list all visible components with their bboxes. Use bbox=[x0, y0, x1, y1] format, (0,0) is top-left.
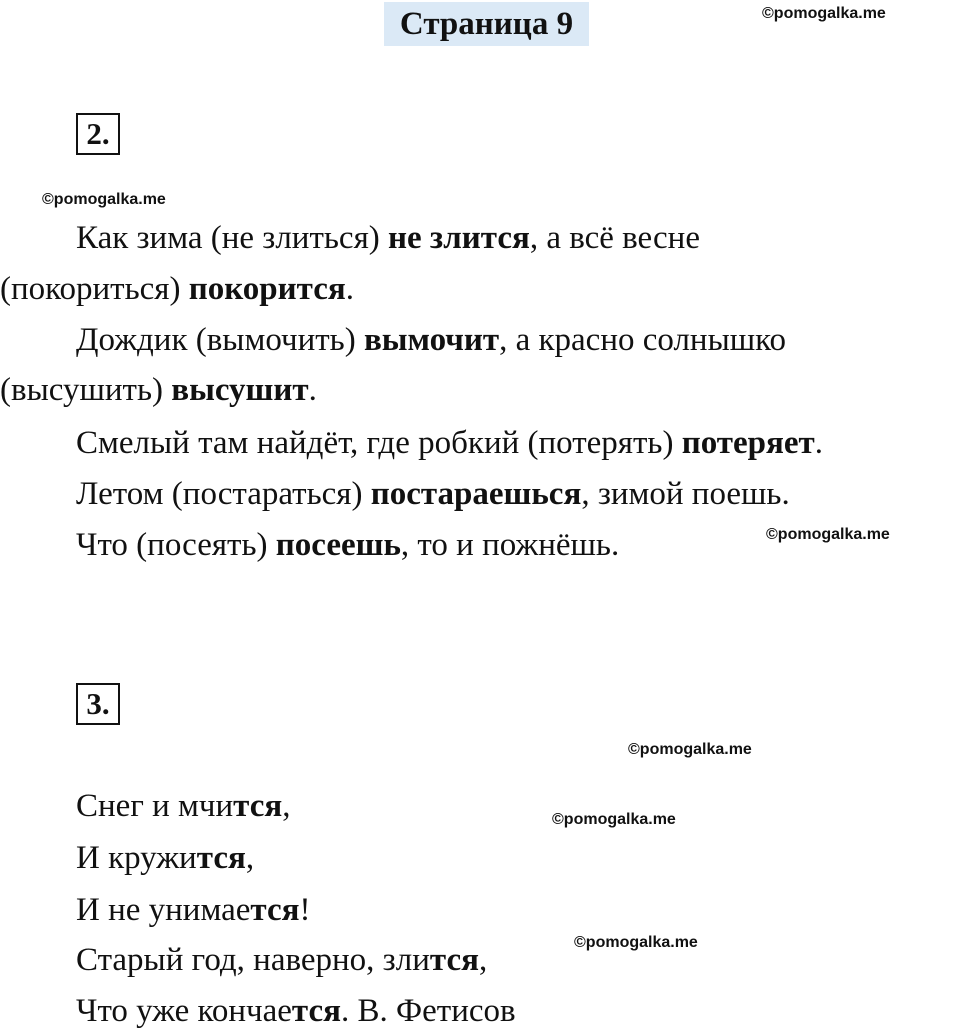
plain-text: , а красно солнышко bbox=[499, 322, 787, 358]
plain-text: , зимой поешь. bbox=[581, 476, 790, 512]
task3-line-3 bbox=[76, 890, 311, 930]
watermark: ©pomogalka.me bbox=[766, 526, 890, 543]
plain-text: , то и пожнёшь. bbox=[400, 527, 620, 563]
plain-text: И кружи bbox=[76, 840, 197, 876]
plain-text: , bbox=[245, 840, 255, 876]
plain-text: ! bbox=[299, 892, 311, 928]
plain-text: Летом (постараться) bbox=[76, 476, 371, 512]
task-number-2: 2. bbox=[76, 113, 120, 155]
task2-line-3 bbox=[76, 320, 786, 360]
answer-suffix: тся bbox=[429, 942, 479, 978]
task3-line-1 bbox=[76, 786, 291, 826]
plain-text: (покориться) bbox=[0, 271, 189, 307]
answer-word: потеряет bbox=[681, 425, 815, 461]
plain-text: , а всё весне bbox=[529, 220, 700, 256]
watermark: ©pomogalka.me bbox=[574, 934, 698, 951]
task2-line-2 bbox=[0, 269, 354, 309]
plain-text: . bbox=[308, 372, 317, 408]
plain-text: Смелый там найдёт, где робкий (потерять) bbox=[76, 425, 682, 461]
answer-suffix: тся bbox=[250, 892, 300, 928]
plain-text: Что (посеять) bbox=[76, 527, 276, 563]
watermark: ©pomogalka.me bbox=[762, 5, 886, 22]
answer-word: постараешься bbox=[370, 476, 582, 512]
plain-text: , bbox=[478, 942, 488, 978]
answer-word: покорится bbox=[188, 271, 346, 307]
answer-suffix: тся bbox=[233, 788, 283, 824]
task2-line-6 bbox=[76, 474, 790, 514]
task2-line-4 bbox=[0, 370, 317, 410]
watermark: ©pomogalka.me bbox=[42, 191, 166, 208]
task-number-3: 3. bbox=[76, 683, 120, 725]
answer-word: высушит bbox=[171, 372, 309, 408]
plain-text: Снег и мчи bbox=[76, 788, 234, 824]
answer-word: посеешь bbox=[275, 527, 401, 563]
task3-line-4 bbox=[76, 940, 487, 980]
answer-word: вымочит bbox=[363, 322, 500, 358]
plain-text: (высушить) bbox=[0, 372, 172, 408]
task2-line-5 bbox=[76, 423, 823, 463]
answer-word: не злится bbox=[388, 220, 530, 256]
plain-text: . bbox=[814, 425, 823, 461]
plain-text: И не унимае bbox=[76, 892, 251, 928]
watermark: ©pomogalka.me bbox=[552, 811, 676, 828]
task3-line-5 bbox=[76, 991, 516, 1031]
task2-line-1 bbox=[76, 218, 700, 258]
task2-line-7 bbox=[76, 525, 619, 565]
watermark: ©pomogalka.me bbox=[628, 741, 752, 758]
plain-text: Дождик (вымочить) bbox=[76, 322, 364, 358]
plain-text: . В. Фетисов bbox=[341, 993, 516, 1029]
answer-suffix: тся bbox=[196, 840, 246, 876]
plain-text: Старый год, наверно, зли bbox=[76, 942, 430, 978]
page-title: Страница 9 bbox=[384, 2, 589, 46]
plain-text: , bbox=[282, 788, 291, 824]
answer-suffix: тся bbox=[291, 993, 342, 1029]
plain-text: Что уже кончае bbox=[76, 993, 292, 1029]
plain-text: . bbox=[345, 271, 355, 307]
plain-text: Как зима (не злиться) bbox=[76, 220, 389, 256]
task3-line-2 bbox=[76, 838, 254, 878]
